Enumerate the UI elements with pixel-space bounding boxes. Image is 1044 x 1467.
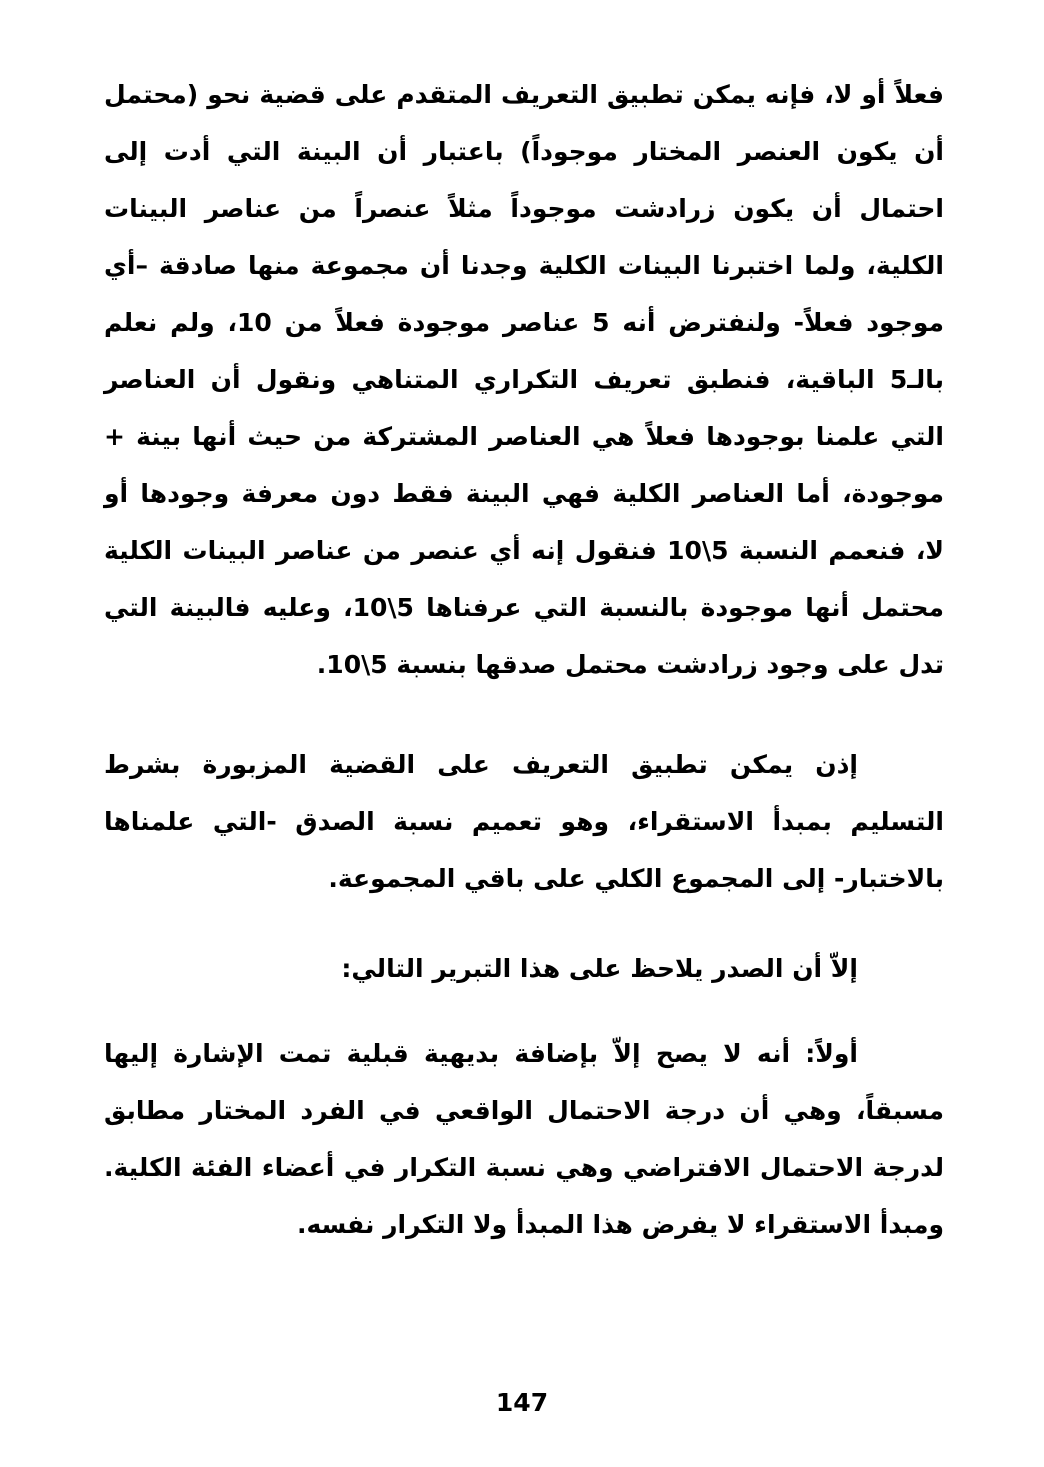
paragraph-4: أولاً: أنه لا يصح إلاّ بإضافة بديهية قبلية تمت الإشارة إليها مسبقاً، وهي أن درجة الاحتمال الواقعي في الفرد المختار مطابق لدرجة الاحتمال الافتراضي وهي نسبة التكرار في أعضاء الفئة الكلية. ومبدأ الاستقراء لا يفرض هذا المبدأ ولا التكرار نفسه.: [104, 1039, 944, 1239]
paragraph-3: إلاّ أن الصدر يلاحظ على هذا التبرير التالي:: [341, 954, 858, 983]
paragraph-1: فعلاً أو لا، فإنه يمكن تطبيق التعريف المتقدم على قضية نحو (محتمل أن يكون العنصر المختار موجوداً) باعتبار أن البينة التي أدت إلى احتمال أن يكون زرادشت موجوداً مثلاً عنصراً من عناصر البينات الكلية، ولما اختبرنا البينات الكلية وجدنا أن مجموعة منها صادقة –أي موجود فعلاً- ولنفترض أنه 5 عناصر موجودة فعلاً من 10، ولم نعلم بالـ5 الباقية، فنطبق تعريف التكراري المتناهي ونقول أن العناصر التي علمنا بوجودها فعلاً هي العناصر المشتركة من حيث أنها بينة + موجودة، أما العناصر الكلية فهي البينة فقط دون معرفة وجودها أو لا، فنعمم النسبة 5\10 فنقول إنه أي عنصر من عناصر البينات الكلية محتمل أنها موجودة بالنسبة التي عرفناها 5\10، وعليه فالبينة التي تدل على وجود زرادشت محتمل صدقها بنسبة 5\10.: [104, 80, 944, 679]
paragraph-2: إذن يمكن تطبيق التعريف على القضية المزبورة بشرط التسليم بمبدأ الاستقراء، وهو تعميم نسبة الصدق -التي علمناها بالاختبار- إلى المجموع الكلي على باقي المجموعة.: [104, 750, 944, 893]
page-number: 147: [495, 1388, 549, 1417]
